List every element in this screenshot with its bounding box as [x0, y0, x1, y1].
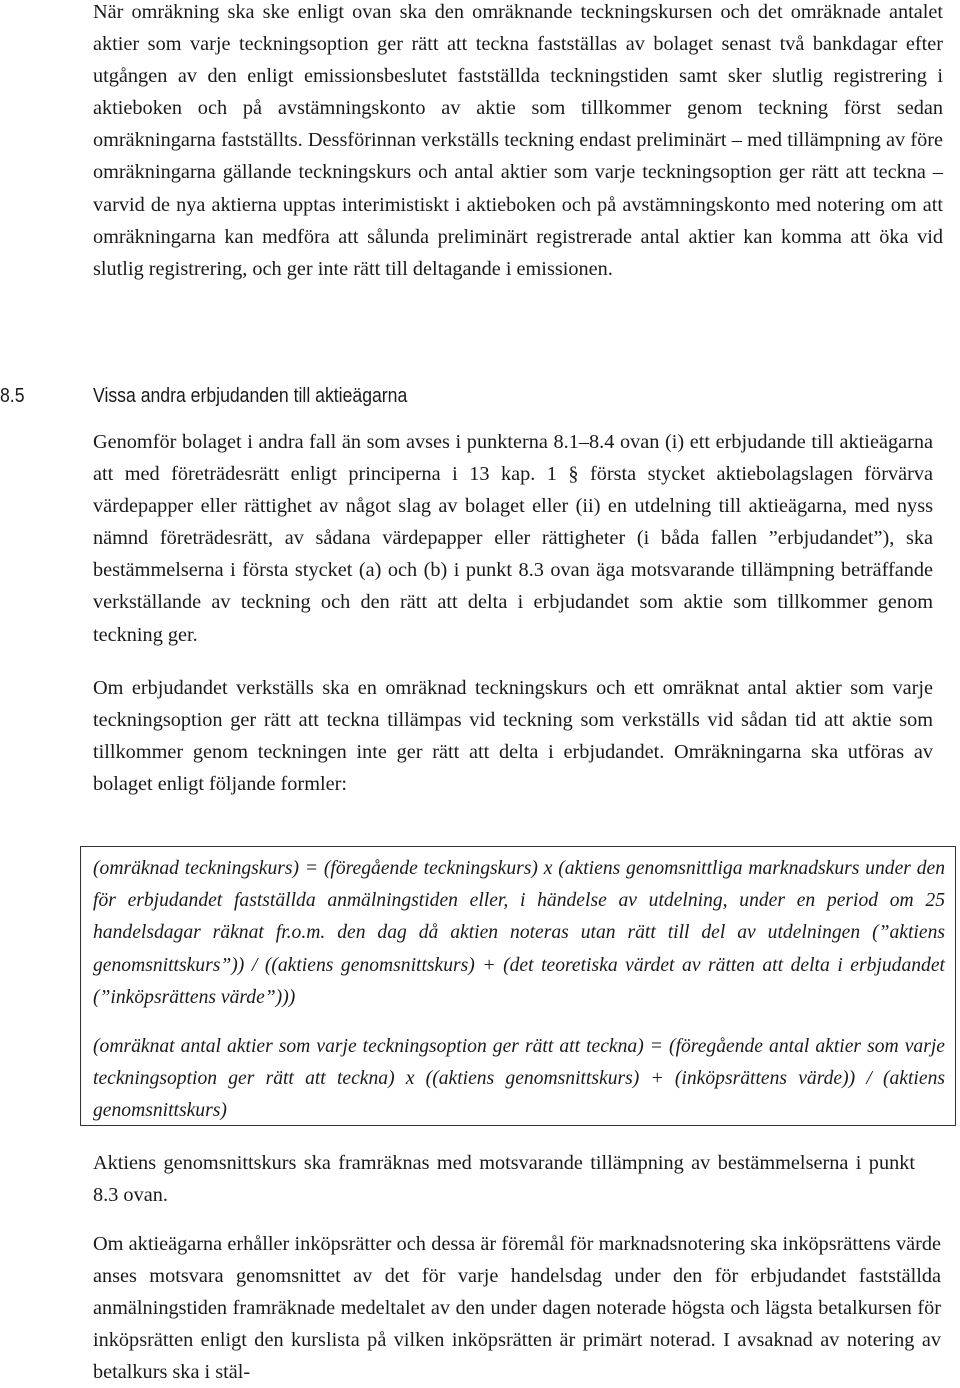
paragraph-purchase-rights: Om aktieägarna erhåller inköpsrätter och dessa är föremål för marknadsnotering ska inköpsrättens värde anses motsvara genomsnittet av det för varje handelsdag under den för erbjudandet fastställda anmälningstiden framräknade medeltalet av den under dagen noterade högsta och lägsta betalkursen för inköpsrätten enligt den kurslista på vilken inköpsrätten är primärt noterad. I avsaknad av notering av betalkurs ska i stäl-	[93, 1233, 941, 1384]
paragraph-block-average	[93, 1147, 915, 1211]
paragraph-average-price: Aktiens genomsnittskurs ska framräknas med motsvarande tillämpning av bestämmelserna i punkt 8.3 ovan.	[93, 1152, 915, 1207]
paragraph-offer-execution: Om erbjudandet verkställs ska en omräknad teckningskurs och ett omräknat antal aktier som varje teckningsoption ger rätt att teckna tillämpas vid teckning som verkställs vid sådan tid att aktie som tillkommer genom teckningen inte ger rätt att delta i erbjudandet. Omräkningarna ska utföras av bolaget enligt följande formler:	[93, 676, 933, 795]
formula-box	[80, 846, 956, 1126]
formula-subscription-price: (omräknad teckningskurs) = (föregående teckningskurs) x (aktiens genomsnittliga marknadskurs under den för erbjudandet fastställda anmälningstiden eller, i händelse av utdelning, under en period om 25 handelsdagar räknat fr.o.m. den dag då aktien noteras utan rätt till del av utdelningen (”aktiens genomsnittskurs”)) / ((aktiens genomsnittskurs) + (det teoretiska värdet av rätten att delta i erbjudandet (”inköpsrättens värde”)))	[93, 858, 945, 1008]
section-title: Vissa andra erbjudanden till aktieägarna	[93, 384, 408, 407]
paragraph-block-1	[93, 0, 943, 285]
paragraph-block-purchase-rights	[93, 1228, 941, 1388]
paragraph-offer: Genomför bolaget i andra fall än som avses i punkterna 8.1–8.4 ovan (i) ett erbjudande till aktieägarna att med företrädesrätt enligt principerna i 13 kap. 1 § första stycket aktiebolagslagen förvärva värdepapper eller rättighet av något slag av bolaget eller (ii) en utdelning till aktieägarna, med nyss nämnd företrädesrätt, av sådana värdepapper eller rättigheter (i båda fallen ”erbjudandet”), ska bestämmelserna i första stycket (a) och (b) i punkt 8.3 ovan äga motsvarande tillämpning beträffande verkställande av teckning och den rätt att delta i erbjudandet som aktie som tillkommer genom teckning ger.	[93, 431, 933, 646]
section-number: 8.5	[0, 384, 25, 407]
paragraph-gap	[93, 651, 933, 672]
section-heading	[0, 380, 960, 412]
formula-share-count: (omräknat antal aktier som varje teckningsoption ger rätt att teckna) = (föregående antal aktier som varje teckningsoption ger rätt att teckna) x ((aktiens genomsnittskurs) + (inköpsrättens värde)) / (aktiens genomsnittskurs)	[93, 1036, 945, 1122]
paragraph-recalculation: När omräkning ska ske enligt ovan ska den omräknande teckningskursen och det omräknade antalet aktier som varje teckningsoption ger rätt att teckna fastställas av bolaget senast två bankdagar efter utgången av den enligt emissionsbeslutet fastställda teckningstiden samt sker slutlig registrering i aktieboken och på avstämningskonto av aktie som tillkommer genom teckning först sedan omräkningarna fastställts. Dessförinnan verkställs teckning endast preliminärt – med tillämpning av före omräkningarna gällande teckningskurs och antal aktier som varje teckningsoption ger rätt att teckna – varvid de nya aktierna upptas interimistiskt i aktieboken och på avstämningskonto med notering om att omräkningarna kan medföra att sålunda preliminärt registrerade antal aktier kan komma att öka vid slutlig registrering, och ger inte rätt till deltagande i emissionen.	[93, 1, 943, 280]
section-body	[93, 426, 933, 800]
